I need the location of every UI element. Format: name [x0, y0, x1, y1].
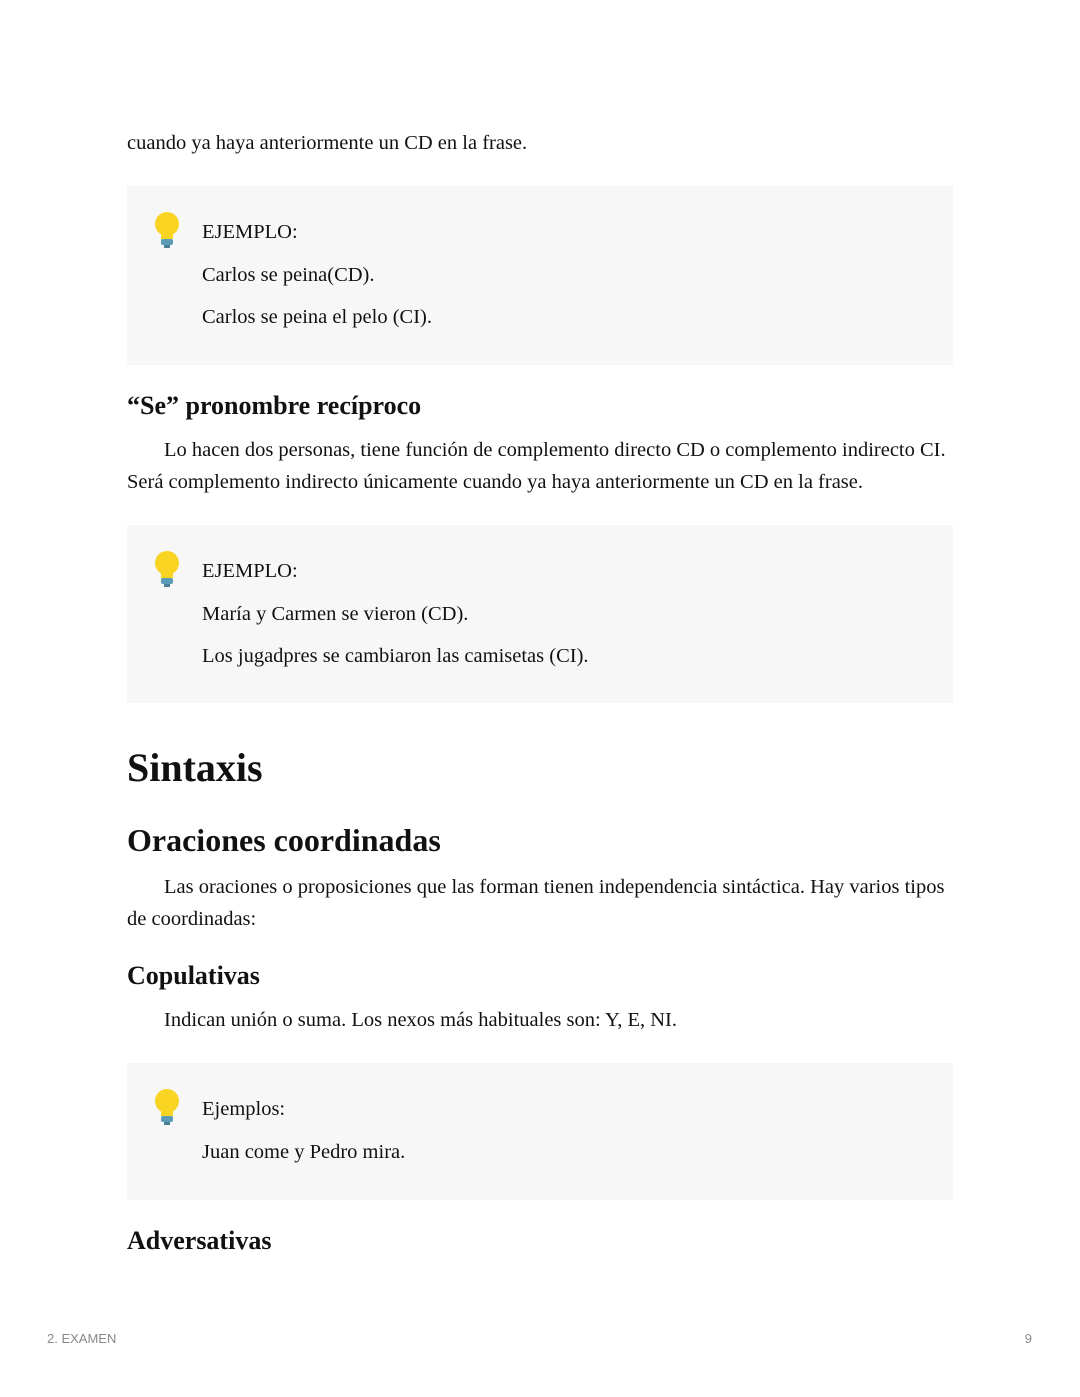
heading-copulativas: Copulativas — [127, 961, 260, 990]
callout-line: Carlos se peina el pelo (CI). — [202, 306, 432, 328]
paragraph: Las oraciones o proposiciones que las forman tienen independencia sintáctica. Hay varios tipos de coordinadas: — [127, 876, 945, 930]
callout-line: EJEMPLO: — [202, 560, 298, 582]
footer-section: 2. EXAMEN — [47, 1331, 117, 1346]
lightbulb-icon — [151, 549, 183, 589]
example-callout — [127, 186, 953, 365]
paragraph: Indican unión o suma. Los nexos más habituales son: Y, E, NI. — [164, 1009, 678, 1031]
callout-line: Carlos se peina(CD). — [202, 264, 375, 286]
heading-sintaxis: Sintaxis — [127, 745, 263, 790]
callout-line: Juan come y Pedro mira. — [202, 1141, 406, 1163]
example-callout — [127, 525, 953, 703]
example-callout — [127, 1063, 953, 1200]
callout-line: María y Carmen se vieron (CD). — [202, 603, 469, 625]
heading-se-reciproco: “Se” pronombre recíproco — [127, 391, 422, 420]
page-number: 9 — [1024, 1331, 1032, 1346]
lightbulb-icon — [151, 210, 183, 250]
lightbulb-icon — [151, 1087, 183, 1127]
paragraph: Lo hacen dos personas, tiene función de complemento directo CD o complemento indirecto CI. Será complemento indirecto únicamente cuando ya haya anteriormente un CD en la frase. — [127, 439, 946, 493]
callout-line: Ejemplos: — [202, 1098, 286, 1120]
paragraph: cuando ya haya anteriormente un CD en la frase. — [127, 132, 528, 154]
callout-line: Los jugadpres se cambiaron las camisetas (CI). — [202, 645, 589, 667]
callout-line: EJEMPLO: — [202, 221, 298, 243]
heading-adversativas: Adversativas — [127, 1226, 272, 1255]
heading-oraciones-coordinadas: Oraciones coordinadas — [127, 822, 441, 858]
